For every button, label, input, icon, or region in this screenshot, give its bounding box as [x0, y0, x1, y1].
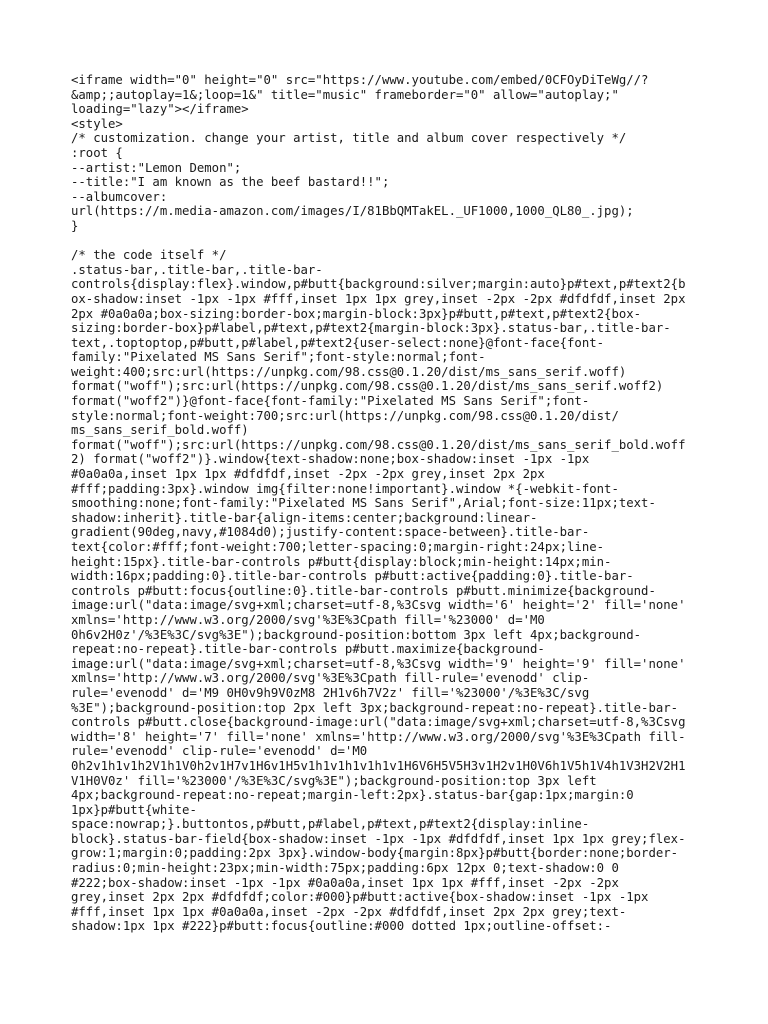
- code-block-css: /* the code itself */ .status-bar,.title-bar,.title-bar- controls{display:flex}.window,p#butt{background:silver;margin:auto}p#text,p#text2{b ox-shadow:inset -1px -1px #fff,inset 1px 1px grey,inset -2px -2px #dfdfdf,inset 2px 2px #0a0a0a;box-sizing:border-box;margin-block:3px}p#butt,p#text,p#text2{box- sizing:border-box}p#label,p#text,p#text2{margin-block:3px}.status-bar,.title-bar- text,.toptoptop,p#butt,p#label,p#text2{user-select:none}@font-face{font- family:"Pixelated MS Sans Serif";font-style:normal;font- weight:400;src:url(https://unpkg.com/98.css@0.1.20/dist/ms_sans_serif.woff) format("woff");src:url(https://unpkg.com/98.css@0.1.20/dist/ms_sans_serif.woff2) format("woff2")}@font-face{font-family:"Pixelated MS Sans Serif";font- style:normal;font-weight:700;src:url(https://unpkg.com/98.css@0.1.20/dist/ ms_sans_serif_bold.woff) format("woff");src:url(https://unpkg.com/98.css@0.1.20/dist/ms_sans_serif_bold.woff 2) format("woff2")}.window{text-shadow:none;box-shadow:inset -1px -1px #0a0a0a,inset 1px 1px #dfdfdf,inset -2px -2px grey,inset 2px 2px #fff;padding:3px}.window img{filter:none!important}.window *{-webkit-font- smoothing:none;font-family:"Pixelated MS Sans Serif",Arial;font-size:11px;text- shadow:inherit}.title-bar{align-items:center;background:linear- gradient(90deg,navy,#1084d0);justify-content:space-between}.title-bar- text{color:#fff;font-weight:700;letter-spacing:0;margin-right:24px;line- height:15px}.title-bar-controls p#butt{display:block;min-height:14px;min- width:16px;padding:0}.title-bar-controls p#butt:active{padding:0}.title-bar- controls p#butt:focus{outline:0}.title-bar-controls p#butt.minimize{background- image:url("data:image/svg+xml;charset=utf-8,%3Csvg width='6' height='2' fill='none' xmlns='http://www.w3.org/2000/svg'%3E%3Cpath fill='%23000' d='M0 0h6v2H0z'/%3E%3C/svg%3E");background-position:bottom 3px left 4px;background- repeat:no-repeat}.title-bar-controls p#butt.maximize{background- image:url("data:image/svg+xml;charset=utf-8,%3Csvg width='9' height='9' fill='none' xmlns='http://www.w3.org/2000/svg'%3E%3Cpath fill-rule='evenodd' clip- rule='evenodd' d='M9 0H0v9h9V0zM8 2H1v6h7V2z' fill='%23000'/%3E%3C/svg %3E");background-position:top 2px left 3px;background-repeat:no-repeat}.title-bar- controls p#butt.close{background-image:url("data:image/svg+xml;charset=utf-8,%3Csvg width='8' height='7' fill='none' xmlns='http://www.w3.org/2000/svg'%3E%3Cpath fill- rule='evenodd' clip-rule='evenodd' d='M0 0h2v1h1v1h2V1h1V0h2v1H7v1H6v1H5v1h1v1h1v1h1v1H6V6H5V5H3v1H2v1H0V6h1V5h1V4h1V3H2V2H1 V1H0V0z' fill='%23000'/%3E%3C/svg%3E");background-position:top 3px left 4px;background-repeat:no-repeat;margin-left:2px}.status-bar{gap:1px;margin:0 1px}p#butt{white- space:nowrap;}.buttontos,p#butt,p#label,p#text,p#text2{display:inline- block}.status-bar-field{box-shadow:inset -1px -1px #dfdfdf,inset 1px 1px grey;flex- grow:1;margin:0;padding:2px 3px}.window-body{margin:8px}p#butt{border:none;border- radius:0;min-height:23px;min-width:75px;padding:6px 12px 0;text-shadow:0 0 #222;box-shadow:inset -1px -1px #0a0a0a,inset 1px 1px #fff,inset -2px -2px grey,inset 2px 2px #dfdfdf;color:#000}p#butt:active{box-shadow:inset -1px -1px #fff,inset 1px 1px #0a0a0a,inset -2px -2px #dfdfdf,inset 2px 2px grey;text- shadow:1px 1px #222}p#butt:focus{outline:#000 dotted 1px;outline-offset:-: [71, 248, 686, 934]
- code-block-embed-and-root: <iframe width="0" height="0" src="https://www.youtube.com/embed/0CFOyDiTeWg//? &amp;;autoplay=1&;loop=1&" title="music" frameborder="0" allow="autoplay;" loading="lazy"></iframe> <style> /* customization. change your artist, title and album cover respectively */ :root { --artist:"Lemon Demon"; --title:"I am known as the beef bastard!!"; --albumcover: url(https://m.media-amazon.com/images/I/81BbQMTakEL._UF1000,1000_QL80_.jpg); }: [71, 73, 649, 233]
- paragraph-gap: [71, 234, 708, 249]
